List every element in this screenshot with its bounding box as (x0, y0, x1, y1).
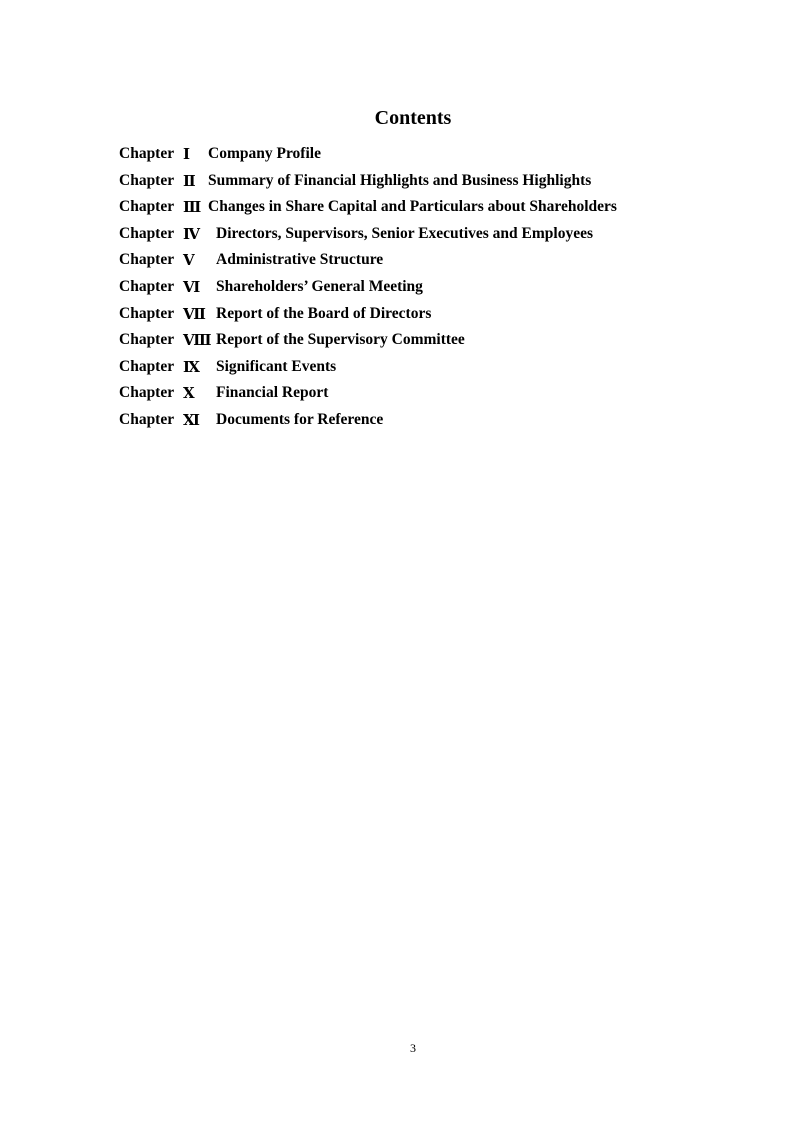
toc-entry-9[interactable] (119, 356, 679, 383)
chapter-numeral: Ⅺ (183, 410, 200, 429)
toc-entry-5[interactable] (119, 249, 679, 276)
chapter-numeral: Ⅰ (183, 145, 191, 163)
page-title: Contents (374, 107, 452, 129)
table-of-contents (119, 143, 679, 436)
toc-entry-6[interactable] (119, 276, 679, 303)
chapter-numeral: Ⅸ (183, 357, 200, 376)
chapter-title: Summary of Financial Highlights and Business Highlights (208, 171, 592, 189)
toc-entry-7[interactable] (119, 303, 679, 330)
toc-entry-11[interactable] (119, 409, 679, 436)
chapter-title: Administrative Structure (216, 251, 384, 269)
toc-entry-4[interactable] (119, 223, 679, 250)
chapter-numeral: Ⅲ (183, 198, 202, 217)
toc-entry-10[interactable] (119, 382, 679, 409)
chapter-title: Report of the Supervisory Committee (216, 331, 465, 349)
chapter-label: Chapter (119, 331, 175, 349)
chapter-title: Report of the Board of Directors (216, 304, 432, 322)
chapter-numeral: Ⅳ (183, 224, 201, 243)
chapter-label: Chapter (119, 224, 175, 242)
chapter-numeral: Ⅴ (183, 251, 195, 270)
toc-entry-8[interactable] (119, 329, 679, 356)
chapter-title: Significant Events (216, 357, 337, 375)
chapter-title: Company Profile (208, 145, 321, 162)
chapter-numeral: Ⅹ (183, 384, 195, 403)
chapter-title: Documents for Reference (216, 410, 384, 428)
toc-entry-3[interactable] (119, 196, 679, 223)
chapter-title: Financial Report (216, 384, 329, 402)
chapter-numeral: Ⅱ (183, 171, 196, 190)
chapter-numeral: Ⅷ (183, 331, 212, 350)
toc-entry-1[interactable] (119, 143, 679, 170)
chapter-label: Chapter (119, 384, 175, 402)
chapter-label: Chapter (119, 410, 175, 428)
chapter-numeral: Ⅶ (183, 304, 206, 323)
chapter-title: Changes in Share Capital and Particulars about Shareholders (208, 198, 617, 216)
chapter-numeral: Ⅵ (183, 277, 201, 296)
chapter-title: Directors, Supervisors, Senior Executives and Employees (216, 224, 594, 242)
page-number: 3 (410, 1041, 416, 1055)
chapter-title: Shareholders’ General Meeting (216, 277, 423, 295)
chapter-label: Chapter (119, 357, 175, 375)
chapter-label: Chapter (119, 171, 175, 189)
toc-entry-2[interactable] (119, 170, 679, 197)
chapter-label: Chapter (119, 145, 175, 162)
chapter-label: Chapter (119, 198, 175, 216)
chapter-label: Chapter (119, 277, 175, 295)
chapter-label: Chapter (119, 251, 175, 269)
chapter-label: Chapter (119, 304, 175, 322)
